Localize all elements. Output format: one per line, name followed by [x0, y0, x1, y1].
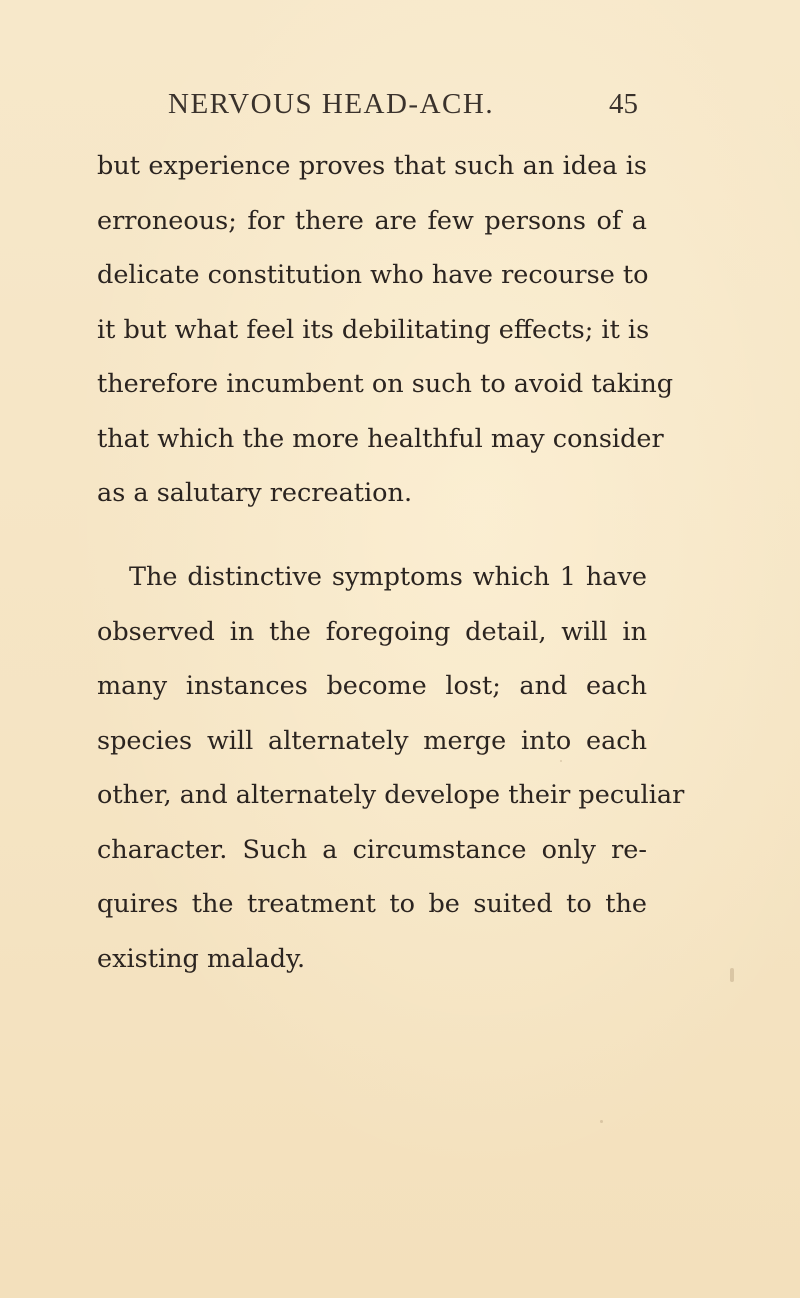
text-line: other, and alternately develope their peculiar [97, 780, 685, 810]
page-header [168, 88, 638, 132]
text-line: therefore incumbent on such to avoid taking [97, 369, 674, 399]
text-line: that which the more healthful may consider [97, 423, 664, 454]
paper-speck [600, 1120, 603, 1123]
text-line: quires the treatment to be suited to the [97, 889, 647, 919]
text-line: The distinctive symptoms which 1 have [129, 562, 647, 592]
text-line: but experience proves that such an idea is [97, 151, 647, 181]
paragraph-1 [97, 139, 674, 521]
page-number: 45 [609, 88, 638, 120]
paragraph-2 [97, 550, 685, 986]
text-line: existing malady. [97, 943, 306, 974]
paper-speck [730, 968, 734, 982]
paper-speck [560, 760, 562, 762]
text-line: character. Such a circumstance only re- [97, 834, 647, 865]
running-head: NERVOUS HEAD-ACH. [168, 88, 495, 120]
text-line: erroneous; for there are few persons of a [97, 205, 647, 236]
text-line: observed in the foregoing detail, will in [97, 616, 647, 647]
text-line: as a salutary recreation. [97, 478, 413, 508]
text-line: it but what feel its debilitating effects; it is [97, 314, 650, 345]
text-line: many instances become lost; and each [97, 671, 647, 701]
text-line: species will alternately merge into each [97, 725, 647, 756]
text-line: delicate constitution who have recourse to [97, 260, 649, 290]
